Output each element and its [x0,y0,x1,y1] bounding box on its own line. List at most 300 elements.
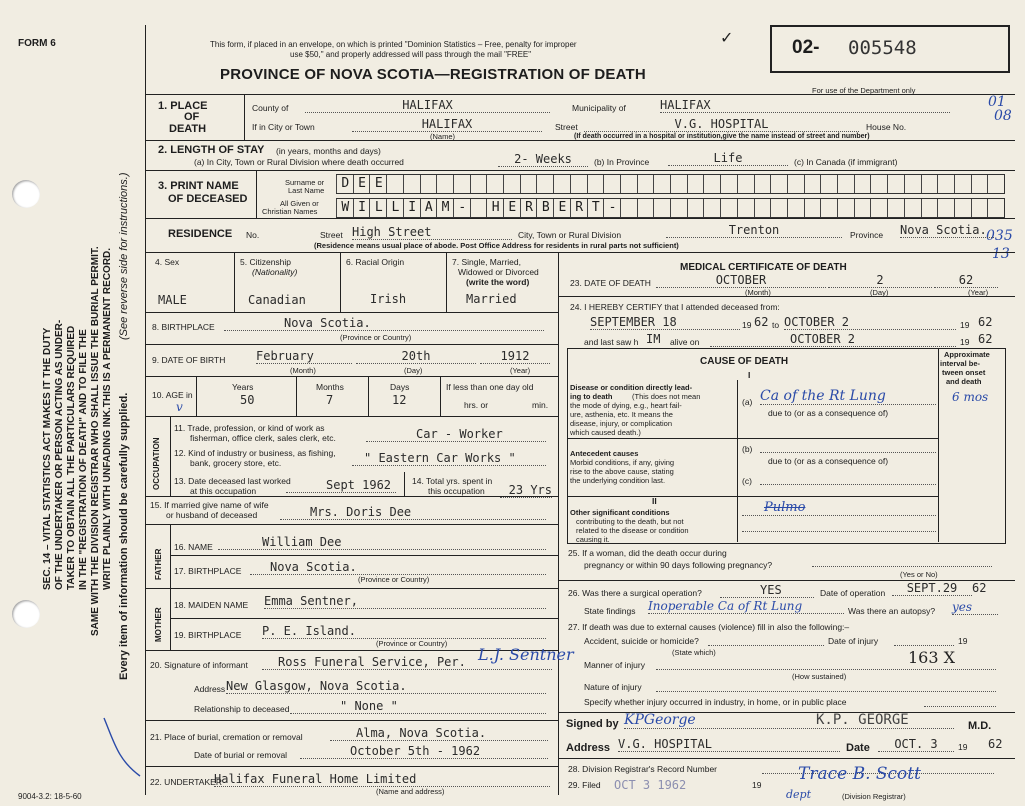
attend-to-year: 62 [978,315,993,329]
father-name-label: 16. NAME [174,542,213,552]
trade-label-1: 11. Trade, profession, or kind of work as [174,423,325,433]
side-text-6: WRITE PLAINLY WITH UNFADING INK.THIS IS A PERMANENT RECORD. [102,247,113,590]
accident-line [708,640,824,646]
surname-char-box [754,175,772,193]
age-months-label: Months [316,382,344,392]
rule-5 [145,252,1015,253]
rule-father-2 [145,588,558,589]
given-char-box: E [553,199,571,217]
street-label: Street [555,122,578,132]
surname-char-box [904,175,922,193]
stay-canada-label: (c) In Canada (if immigrant) [794,157,898,167]
filed-label: 29. Filed [568,780,601,790]
stay-local-value: 2- Weeks [498,153,588,167]
other-label-2: contributing to the death, but not [576,517,684,526]
undertaker-caption: (Name and address) [376,787,445,796]
findings-value: Inoperable Ca of Rt Lung [648,599,844,614]
filed-stamp: OCT 3 1962 [614,778,687,792]
residence-province-value: Nova Scotia. [900,224,994,238]
state-which-caption: (State which) [672,648,716,657]
given-char-box [987,199,1005,217]
check-mark: ✓ [720,30,734,47]
origin-divider [446,252,447,312]
given-char-box: R [520,199,538,217]
mother-birthplace-value: P. E. Island. [262,625,546,639]
age-hrs-label: hrs. or [464,400,489,410]
alive-on-label: alive on [670,337,700,347]
rule-spouse [145,524,558,525]
sex-divider [234,252,235,312]
surname-char-box [453,175,471,193]
last-saw-him: IM [646,332,661,346]
age-divider-4 [440,376,441,416]
surname-char-box [720,175,738,193]
surname-char-box [887,175,905,193]
age-label: 10. AGE in [152,390,193,400]
rule-3 [145,170,1015,171]
nature-line [656,686,996,692]
given-char-box [854,199,872,217]
md-label: M.D. [968,720,992,732]
place-label-1: 1. PLACE [158,100,208,112]
county-value: HALIFAX [305,99,550,113]
disease-label-3: (This does not mean [632,392,701,401]
rule-4 [145,218,1015,219]
surname-char-box [787,175,805,193]
stay-province-value: Life [668,152,788,166]
surname-char-box [570,175,588,193]
part-two-label: II [652,496,657,506]
city-label: If in City or Town [252,122,315,132]
autopsy-label: Was there an autopsy? [848,606,936,616]
birthplace-caption: (Province or Country) [340,333,412,342]
last-saw-label: and last saw h [584,337,639,347]
given-char-box [653,199,671,217]
attend-from-year-prefix: 19 [742,320,752,330]
certify-label: 24. I HEREBY CERTIFY that I attended deceased from: [570,302,780,312]
informant-sig-value: Ross Funeral Service, Per. [262,656,552,670]
registration-number: 005548 [848,37,917,59]
pregnancy-label-1: 25. If a woman, did the death occur during [568,548,727,558]
hospital-note: (If death occurred in a hospital or institution,give the name instead of street and number) [574,133,870,140]
dod-day-caption: (Day) [870,288,889,297]
attend-from-year: 62 [754,315,769,329]
place-label-2: OF [184,111,200,123]
surname-char-box [921,175,939,193]
given-char-box [620,199,638,217]
interval-label-3: tween onset [942,368,986,377]
attend-to-year-prefix: 19 [960,320,970,330]
registration-prefix: 02- [792,37,820,58]
given-char-box: - [603,199,621,217]
residence-note: (Residence means usual place of abode. Post Office Address for residents in rural parts not sufficient) [314,241,679,250]
side-text-8: (See reverse side for instructions.) [118,172,130,340]
residence-city-label: City, Town or Rural Division [518,230,622,240]
autopsy-value: yes [952,600,998,615]
stay-label-note: (in years, months and days) [276,146,381,156]
marital-label-1: 7. Single, Married, [452,257,521,267]
age-min-label: min. [532,400,549,410]
city-name-caption: (Name) [430,132,456,141]
given-char-box [470,199,488,217]
disease-label-5: ure, asthenia, etc. It means the [570,410,673,419]
specify-label: Specify whether injury occurred in industry, in home, or in public place [584,697,847,707]
relationship-label: Relationship to deceased [194,704,290,714]
cause-title: CAUSE OF DEATH [700,356,789,367]
rule-dod [558,296,1015,297]
sex-label: 4. Sex [155,257,180,267]
surname-char-box: E [369,175,387,193]
given-char-box: M [436,199,454,217]
due-to-b: due to (or as a consequence of) [768,456,889,466]
mother-birthplace-label: 19. BIRTHPLACE [174,630,242,640]
center-divider [558,252,559,795]
trade-label-2: fisherman, office clerk, sales clerk, etc. [190,433,336,443]
surname-char-box [503,175,521,193]
undertaker-value: Halifax Funeral Home Limited [214,773,550,787]
given-label-1: All Given or [280,199,319,208]
mother-side-divider [170,588,171,650]
given-char-box: R [570,199,588,217]
given-char-box [937,199,955,217]
antecedent-label-2: Morbid conditions, if any, giving [570,458,675,467]
municipality-value: HALIFAX [660,99,950,113]
other-label-3: related to the disease or condition [576,526,689,535]
given-char-box [820,199,838,217]
cause-c-label: (c) [742,476,752,486]
antecedent-label-3: rise to the above cause, stating [570,467,674,476]
age-divider-2 [296,376,297,416]
margin-code-08: 08 [994,108,1012,124]
margin-code-035: 035 [986,228,1013,244]
registration-number-box [770,25,1010,73]
father-birthplace-value: Nova Scotia. [250,561,546,575]
given-label-2: Christian Names [262,207,318,216]
given-char-box: L [369,199,387,217]
last-worked-label-1: 13. Date deceased last worked [174,476,291,486]
street-value: V.G. HOSPITAL [584,118,859,132]
mother-side-label: MOTHER [154,607,163,642]
last-worked-value: Sept 1962 [286,479,396,493]
city-value: HALIFAX [352,118,542,132]
occupation-side-divider [170,416,171,496]
spouse-label-1: 15. If married give name of wife [150,500,269,510]
dod-year: 62 [934,274,998,288]
total-years-value: 23 Yrs [500,484,552,498]
part-one-label: I [748,370,751,380]
dob-day: 20th [356,350,476,364]
sex-value: MALE [158,293,187,307]
rule-mother [170,618,558,619]
given-char-box [737,199,755,217]
surname-char-box [603,175,621,193]
side-text-2: OF THE UNDERTAKER OR PERSON ACTING AS UNDER- [54,319,65,590]
rule-1 [145,94,1015,95]
residence-street-label: Street [320,230,343,240]
age-months-value: 7 [326,393,334,407]
informant-address-label: Address [194,684,226,694]
father-side-divider [170,524,171,588]
father-side-label: FATHER [154,548,163,580]
given-char-box [954,199,972,217]
given-char-box [770,199,788,217]
business-label-1: 12. Kind of industry or business, as fishing, [174,448,336,458]
residence-city-value: Trenton [666,224,842,238]
marital-value: Married [466,292,517,306]
other-line-1 [742,514,936,516]
given-char-box [720,199,738,217]
surname-char-box [837,175,855,193]
spouse-label-2: or husband of deceased [166,510,258,520]
manner-code: 163 X [908,648,956,667]
operation-date-label: Date of operation [820,588,886,598]
signed-by-label: Signed by [566,718,619,730]
surname-char-box [854,175,872,193]
alive-on-value: OCTOBER 2 [710,333,956,347]
surname-label-2: Last Name [288,186,325,195]
rule-cause-bc [567,496,938,497]
given-char-box [804,199,822,217]
given-char-box: A [420,199,438,217]
dob-month: February [256,350,352,364]
burial-date-label: Date of burial or removal [194,750,288,760]
rule-birthplace [145,344,558,345]
residence-street-value: High Street [352,226,512,240]
undertaker-label: 22. UNDERTAKER [150,777,222,787]
margin-code-13: 13 [992,246,1010,262]
signed-date-label: Date [846,742,870,754]
total-years-label-2: this occupation [428,486,485,496]
dob-year-caption: (Year) [510,366,531,375]
surname-char-box [470,175,488,193]
disease-label-2: ing to death [570,392,613,401]
injury-date-label: Date of injury [828,636,879,646]
given-char-box: B [536,199,554,217]
given-char-box [887,199,905,217]
business-label-2: bank, grocery store, etc. [190,458,282,468]
surname-char-box [536,175,554,193]
father-birthplace-label: 17. BIRTHPLACE [174,566,242,576]
alive-on-year-prefix: 19 [960,337,970,347]
given-char-box: W [336,199,354,217]
occupation-side-label: OCCUPATION [152,437,161,490]
surname-label-1: Surname or [285,178,325,187]
surname-char-box [653,175,671,193]
father-name-value: William Dee [218,536,546,550]
father-birthplace-caption: (Province or Country) [358,575,430,584]
margin-code-01: 01 [988,94,1006,110]
antecedent-label-4: the underlying condition last. [570,476,666,485]
burial-date-value: October 5th - 1962 [300,745,548,759]
alive-on-year: 62 [978,332,993,346]
surname-char-box [954,175,972,193]
dod-year-caption: (Year) [968,288,989,297]
other-label-1: Other significant conditions [570,508,670,517]
pen-mark-icon [100,712,146,782]
other-divider [737,496,738,542]
pregnancy-line [812,556,992,567]
signed-by-signature: KPGeorge [624,712,954,729]
surname-char-box [386,175,404,193]
given-char-box [670,199,688,217]
dod-label: 23. DATE OF DEATH [570,278,651,288]
manner-label: Manner of injury [584,660,645,670]
how-sustained-caption: (How sustained) [792,672,847,681]
county-label: County of [252,103,289,113]
surgery-label: 26. Was there a surgical operation? [568,588,702,598]
medical-title: MEDICAL CERTIFICATE OF DEATH [680,262,847,273]
nature-label: Nature of injury [584,682,642,692]
spouse-value: Mrs. Doris Dee [280,506,546,520]
surname-char-box [703,175,721,193]
relationship-value: " None " [290,700,546,714]
interval-label-2: interval be- [940,359,981,368]
given-char-box: I [403,199,421,217]
given-char-box: E [503,199,521,217]
dob-label: 9. DATE OF BIRTH [152,355,226,365]
surname-char-box [820,175,838,193]
surname-char-box [770,175,788,193]
birthplace-value: Nova Scotia. [224,317,544,331]
age-divider-1 [196,376,197,416]
registrar-signature-suffix: dept [786,788,812,801]
physician-address-label: Address [566,742,611,754]
origin-value: Irish [370,292,407,306]
marital-label-3: (write the word) [466,277,530,287]
surname-char-box [937,175,955,193]
trade-value: Car - Worker [366,428,546,442]
informant-sig-label: 20. Signature of informant [150,660,248,670]
given-char-box [787,199,805,217]
citizenship-divider [340,252,341,312]
disease-label-1: Disease or condition directly lead- [570,383,693,392]
age-divider-3 [368,376,369,416]
operation-date-value: SEPT.29 [892,582,972,596]
disease-label-6: disease, injury, or complication [570,419,672,428]
punch-hole-bottom [12,600,40,628]
cause-c-line [760,474,936,485]
signed-year-prefix: 19 [958,742,968,752]
residence-province-label: Province [850,230,884,240]
cause-a-label: (a) [742,397,753,407]
form-number: FORM 6 [18,38,56,49]
surname-char-box [670,175,688,193]
rule-dob [145,376,558,377]
dod-month-caption: (Month) [745,288,771,297]
dob-month-caption: (Month) [290,366,316,375]
given-name-boxes [336,198,1005,218]
disease-label-4: the mode of dying, e.g., heart fail- [570,401,682,410]
injury-year-prefix: 19 [958,636,968,646]
given-char-box: - [453,199,471,217]
cause-a-value: Ca of the Rt Lung [760,388,936,405]
name-label-2: OF DECEASED [168,193,248,205]
injury-date-line [894,640,954,646]
surname-char-box [971,175,989,193]
given-char-box [870,199,888,217]
surgery-value: YES [720,584,814,598]
dob-day-caption: (Day) [404,366,423,375]
filed-year-prefix: 19 [752,780,762,790]
rule-occupation [145,496,558,497]
residence-no-label: No. [246,230,260,240]
rule-cause-a [567,438,938,439]
given-char-box [904,199,922,217]
business-value: " Eastern Car Works " [352,452,546,466]
specify-line [924,701,996,707]
interval-label-1: Approximate [944,350,990,359]
age-tick: v [176,400,183,414]
marital-label-2: Widowed or Divorced [458,267,539,277]
age-years-label: Years [232,382,254,392]
given-char-box [703,199,721,217]
given-char-box [837,199,855,217]
given-char-box [971,199,989,217]
registrar-record-label: 28. Division Registrar's Record Number [568,764,718,774]
burial-place-value: Alma, Nova Scotia. [330,727,548,741]
cause-b-line [760,442,936,453]
surname-char-box [637,175,655,193]
surname-char-box [436,175,454,193]
registrar-caption: (Division Registrar) [842,792,906,801]
rule-father [170,555,558,556]
surname-char-box [870,175,888,193]
other-label-4: causing it. [576,535,610,544]
surname-char-box [420,175,438,193]
surname-char-box [737,175,755,193]
surname-char-box [987,175,1005,193]
given-char-box: I [353,199,371,217]
interval-label-4: and death [946,377,982,386]
other-line-2 [742,530,936,532]
signed-by-print: K.P. GEORGE [816,712,909,728]
surname-char-box [804,175,822,193]
surname-boxes [336,174,1005,194]
findings-label: State findings [584,606,636,616]
age-less-day-label: If less than one day old [446,382,534,392]
physician-address-value: V.G. HOSPITAL [618,738,840,752]
surname-char-box [486,175,504,193]
side-text-5: SAME WITH THE DIVISION REGISTRAR WHO SHALL ISSUE THE BURIAL PERMIT. [90,246,101,636]
name-label-1: 3. PRINT NAME [158,180,239,192]
residence-label: RESIDENCE [168,228,233,240]
birthplace-label: 8. BIRTHPLACE [152,322,215,332]
citizenship-value: Canadian [248,293,306,307]
operation-year-value: 62 [972,581,987,595]
citizenship-label-1: 5. Citizenship [240,257,292,267]
surname-char-box [687,175,705,193]
department-use-note: For use of the Department only [812,86,916,95]
surname-char-box [553,175,571,193]
due-to-a: due to (or as a consequence of) [768,408,889,418]
interval-divider [938,348,939,542]
attend-to-value: OCTOBER 2 [784,316,956,330]
given-char-box [637,199,655,217]
stay-local-label: (a) In City, Town or Rural Division where death occurred [194,157,404,167]
surname-char-box: E [353,175,371,193]
rule-age [145,416,558,417]
given-char-box [921,199,939,217]
attend-from-value: SEPTEMBER 18 [590,316,740,330]
dod-day: 2 [828,274,932,288]
rule-burial [145,766,558,767]
stay-province-label: (b) In Province [594,157,650,167]
total-years-divider [404,472,405,496]
given-char-box [687,199,705,217]
informant-address-value: New Glasgow, Nova Scotia. [226,680,546,694]
cause-a-interval: 6 mos [952,390,989,404]
name-divider [256,170,257,218]
